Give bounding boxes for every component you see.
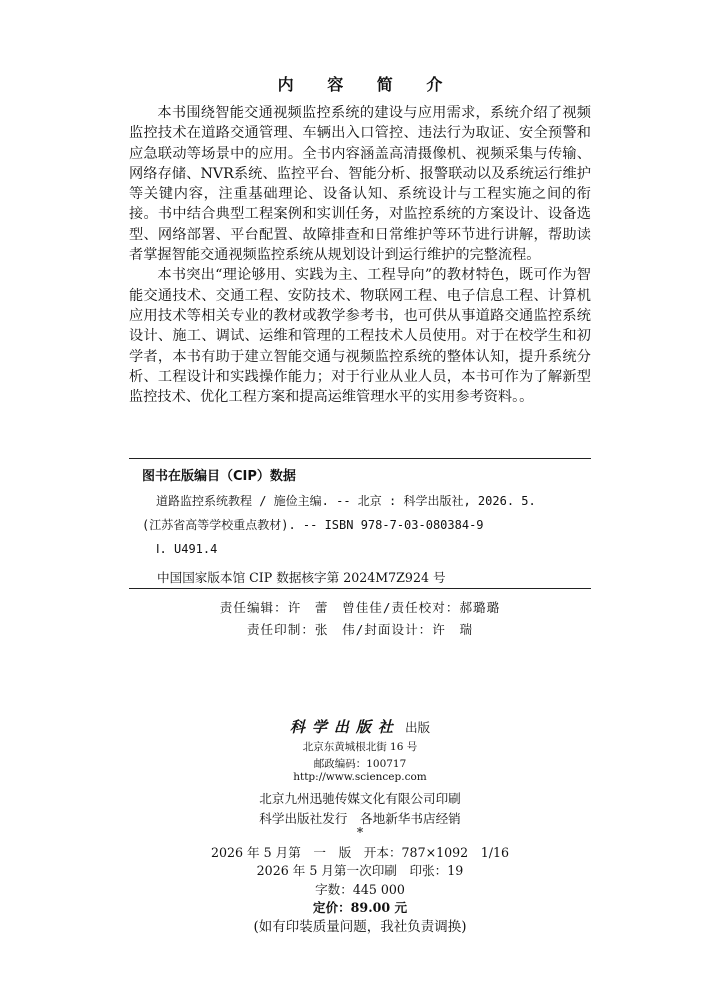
cip-line-1: 道路监控系统教程 / 施俭主编. -- 北京 : 科学出版社, 2026. 5. [156,494,536,508]
quality-note: (如有印装质量问题，我社负责调换) [253,919,467,935]
publisher-logo: 科学出版社 [289,718,400,736]
distribution-line: 科学出版社发行 各地新华书店经销 [259,811,461,826]
summary-title: 内 容 简 介 [277,75,457,94]
cip-title: 图书在版编目（CIP）数据 [142,469,296,484]
publisher-url[interactable]: http://www.sciencep.com [293,771,427,783]
edition-line: 2026 年 5 月第 一 版 开本：787×1092 1/16 [210,845,510,860]
separator-star: * [356,825,364,840]
cip-bottom-rule [129,588,591,589]
cip-line-2: (江苏省高等学校重点教材). -- ISBN 978-7-03-080384-9 [142,518,484,532]
publisher-address: 北京东黄城根北街 16 号 [302,741,418,753]
publisher-suffix: 出版 [404,720,431,735]
word-count: 字数：445 000 [315,882,405,897]
publisher-line [0,716,720,737]
printing-line: 2026 年 5 月第一次印刷 印张：19 [256,863,464,878]
summary-body [129,103,591,407]
credits-editors: 责任编辑：许 蕾 曾佳佳/责任校对：郝璐璐 [219,600,501,615]
price: 定价：89.00 元 [312,900,408,915]
publisher-postcode: 邮政编码：100717 [313,758,407,770]
printer-line: 北京九州迅驰传媒文化有限公司印刷 [259,791,461,806]
summary-paragraph-2: 本书突出“理论够用、实践为主、工程导向”的教材特色，既可作为智能交通技术、交通工程、安防技术、物联网工程、电子信息工程、计算机应用技术等相关专业的教材或教学参考书，也可供从事道路交通监控系统设计、施工、调试、运维和管理的工程技术人员使用。对于在校学生和初学者，本书有助于建立智能交通与视频监控系统的整体认知，提升系统分析、工程设计和实践操作能力；对于行业从业人员，本书可作为了解新型监控技术、优化工程方案和提高运维管理水平的实用参考资料。。 [129,267,591,406]
cip-top-rule [129,458,591,459]
credits-print-design: 责任印制：张 伟/封面设计：许 瑞 [246,622,474,637]
summary-paragraph-1: 本书围绕智能交通视频监控系统的建设与应用需求，系统介绍了视频监控技术在道路交通管理、车辆出入口管控、违法行为取证、安全预警和应急联动等场景中的应用。全书内容涵盖高清摄像机、视频采集与传输、网络存储、NVR系统、监控平台、智能分析、报警联动以及系统运行维护等关键内容，注重基础理论、设备认知、系统设计与工程实施之间的衔接。书中结合典型工程案例和实训任务，对监控系统的方案设计、设备选型、网络部署、平台配置、故障排查和日常维护等环节进行讲解，帮助读者掌握智能交通视频监控系统从规划设计到运行维护的完整流程。 [129,105,591,264]
cip-line-3: Ⅰ. U491.4 [156,542,218,556]
cip-line-4: 中国国家版本馆 CIP 数据核字第 2024M7Z924 号 [157,570,446,585]
